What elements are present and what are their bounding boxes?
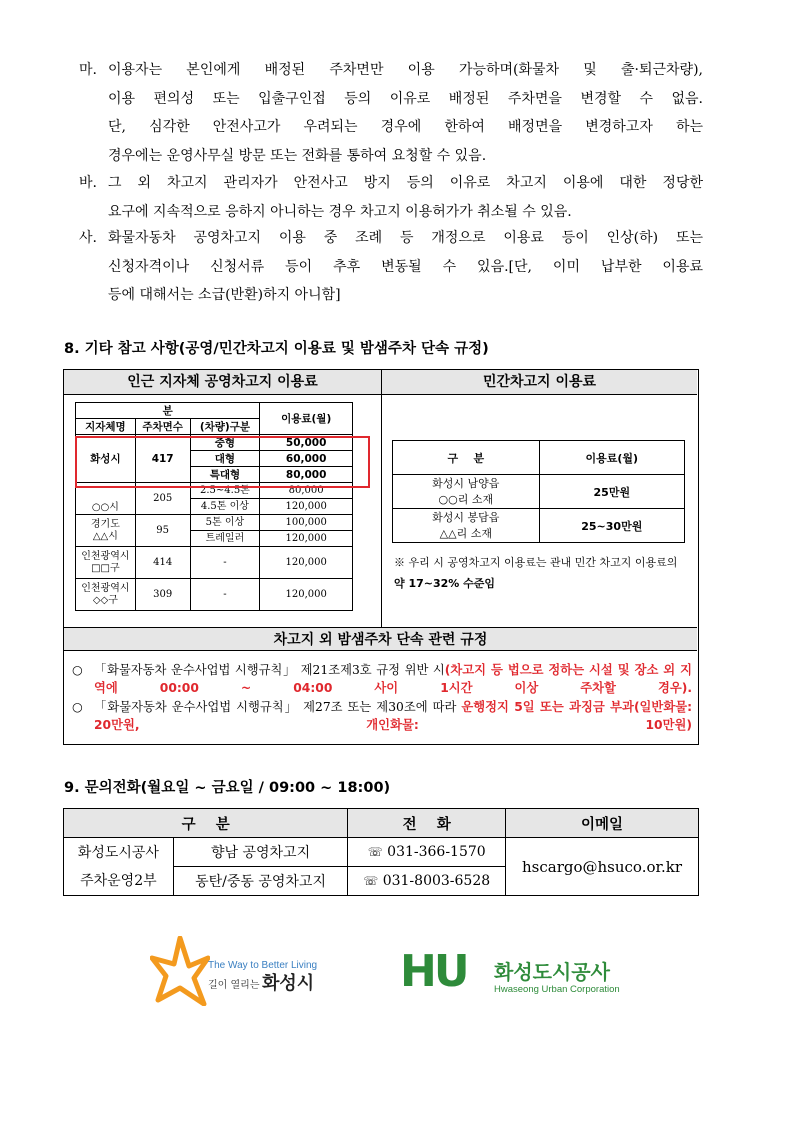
- fee-cell: 120,000: [260, 531, 353, 547]
- region-cell: 인천광역시 ◇◇구: [76, 579, 136, 611]
- fee-cell: 120,000: [260, 499, 353, 515]
- city-slogan: The Way to Better Living: [208, 960, 318, 971]
- col-header: 구 분: [64, 809, 348, 838]
- rules-header: 차고지 외 밤샘주차 단속 관련 규정: [64, 627, 697, 651]
- paragraph-mark: 마.: [79, 62, 97, 78]
- fee-cell: 50,000: [260, 435, 353, 451]
- fee-cell: 60,000: [260, 451, 353, 467]
- corp-english-name: Hwaseong Urban Corporation: [494, 984, 620, 995]
- type-cell: 대형: [190, 451, 260, 467]
- city-sub: 길이 열리는: [208, 980, 260, 991]
- org-dept: 주차운영2부: [80, 872, 157, 889]
- paragraph-line: 신청자격이나 신청서류 등이 추후 변동될 수 있음.[단, 이미 납부한 이용료: [108, 258, 703, 275]
- type-cell: -: [190, 579, 260, 611]
- fee-rules-box: [63, 369, 699, 745]
- fee-cell: 80,000: [260, 467, 353, 483]
- org-name: 화성도시공사: [77, 844, 159, 861]
- col-header: 주차면수: [135, 419, 190, 435]
- fee-cell: 25만원: [539, 475, 684, 509]
- rule-item: [72, 661, 692, 697]
- org-cell: [64, 838, 174, 896]
- region-cell: 경기도 △△시: [76, 515, 136, 547]
- public-fee-header: 인근 지자체 공영차고지 이용료: [64, 370, 381, 395]
- paragraph-line: 단, 심각한 안전사고가 우려되는 경우에 한하여 배정면을 변경하고자 하는: [108, 119, 703, 136]
- note-mark: ※: [394, 556, 405, 569]
- col-header: 전 화: [348, 809, 506, 838]
- rule-mark: ○: [72, 663, 83, 677]
- phone-cell: [348, 867, 506, 896]
- paragraph-line: 경우에는 운영사무실 방문 또는 전화를 통하여 요청할 수 있음.: [108, 147, 487, 164]
- paragraph-line: 이용 편의성 또는 입출구인접 등의 이유로 배정된 주차면을 변경할 수 없음.: [108, 90, 703, 107]
- rule-red: 운행정지 5일 또는 과징금 부과(일반화물: 20만원, 개인화물: 10만원): [94, 700, 692, 732]
- col-header: 지자체명: [76, 419, 136, 435]
- group-header: 분: [76, 403, 260, 419]
- hwaseong-urban-corp-logo: [400, 946, 630, 1005]
- region-cell: ○○시: [76, 483, 136, 515]
- contact-table: [63, 808, 699, 896]
- private-fee-table: [392, 440, 685, 543]
- region-cell: 인천광역시 □□구: [76, 547, 136, 579]
- phone-icon: ☏: [367, 845, 383, 859]
- corp-mark: HU: [400, 946, 467, 997]
- spaces-cell: 417: [135, 435, 190, 483]
- type-cell: 중형: [190, 435, 260, 451]
- type-cell: 특대형: [190, 467, 260, 483]
- rule-mark: ○: [72, 700, 83, 714]
- fee-cell: 80,000: [260, 483, 353, 499]
- corp-name: 화성도시공사: [494, 960, 610, 984]
- facility-cell: 향남 공영차고지: [173, 838, 348, 867]
- rule-plain: 「화물자동차 운수사업법 시행규칙」 제21조제3호 규정 위반 시: [94, 663, 445, 677]
- paragraph-ba: [79, 169, 703, 226]
- col-header: 구 분: [393, 441, 540, 475]
- rule-item: [72, 698, 692, 734]
- fee-note: [394, 552, 684, 594]
- spaces-cell: 95: [135, 515, 190, 547]
- rule-red: (차고지 등 법으로 정하는 시설 및 장소 외 지역에 00:00 ~ 04:00 사이 1시간 이상 주차할 경우).: [94, 663, 692, 695]
- spaces-cell: 309: [135, 579, 190, 611]
- city-star-icon: [150, 936, 210, 1006]
- type-cell: 2.5~4.5톤: [190, 483, 260, 499]
- type-cell: 4.5톤 이상: [190, 499, 260, 515]
- section9-title: 9. 문의전화(월요일 ~ 금요일 / 09:00 ~ 18:00): [64, 780, 391, 796]
- section8-title: 8. 기타 참고 사항(공영/민간차고지 이용료 및 밤샘주차 단속 규정): [64, 341, 489, 357]
- place-cell: 화성시 남양읍 ○○리 소재: [393, 475, 540, 509]
- paragraph-line: 이용자는 본인에게 배정된 주차면만 이용 가능하며(화물차 및 출·퇴근차량),: [108, 62, 703, 78]
- paragraph-line: 요구에 지속적으로 응하지 아니하는 경우 차고지 이용허가가 취소될 수 있음.: [108, 203, 572, 220]
- fee-cell: 120,000: [260, 547, 353, 579]
- type-cell: 트레일러: [190, 531, 260, 547]
- column-divider: [381, 370, 382, 627]
- paragraph-ma: [79, 56, 703, 170]
- facility-cell: 동탄/중동 공영차고지: [173, 867, 348, 896]
- hwaseong-highlight-box: [75, 436, 370, 488]
- col-header: 이메일: [506, 809, 699, 838]
- paragraph-line: 등에 대해서는 소급(반환)하지 아니함]: [108, 287, 341, 304]
- col-header: 이용료(월): [539, 441, 684, 475]
- place-cell: 화성시 봉담읍 △△리 소재: [393, 509, 540, 543]
- region-cell: 화성시: [76, 435, 136, 483]
- fee-cell: 100,000: [260, 515, 353, 531]
- paragraph-line: 화물자동차 공영차고지 이용 중 조례 등 개정으로 이용료 등이 인상(하) 또는: [108, 230, 703, 246]
- phone-number: 031-8003-6528: [382, 873, 491, 889]
- phone-number: 031-366-1570: [387, 844, 486, 860]
- fee-cell: 120,000: [260, 579, 353, 611]
- fee-cell: 25~30만원: [539, 509, 684, 543]
- paragraph-mark: 바.: [79, 175, 97, 191]
- private-fee-header: 민간차고지 이용료: [382, 370, 697, 395]
- note-bold: 약 17~32% 수준임: [394, 577, 496, 590]
- hwaseong-city-logo: [150, 936, 340, 1006]
- email-cell: hscargo@hsuco.or.kr: [506, 838, 699, 896]
- city-name: 화성시: [262, 973, 315, 994]
- spaces-cell: 414: [135, 547, 190, 579]
- public-fee-table: [75, 402, 353, 611]
- type-cell: -: [190, 547, 260, 579]
- paragraph-line: 그 외 차고지 관리자가 안전사고 방지 등의 이유로 차고지 이용에 대한 정당한: [108, 175, 703, 191]
- phone-icon: ☏: [363, 874, 379, 888]
- rule-plain: 「화물자동차 운수사업법 시행규칙」 제27조 또는 제30조에 따라: [94, 700, 457, 714]
- paragraph-mark: 사.: [79, 230, 97, 246]
- paragraph-sa: [79, 224, 703, 310]
- fee-header: 이용료(월): [260, 403, 353, 435]
- phone-cell: [348, 838, 506, 867]
- col-header: (차량)구분: [190, 419, 260, 435]
- type-cell: 5톤 이상: [190, 515, 260, 531]
- note-text: 우리 시 공영차고지 이용료는 관내 민간 차고지 이용료의: [408, 556, 678, 569]
- spaces-cell: 205: [135, 483, 190, 515]
